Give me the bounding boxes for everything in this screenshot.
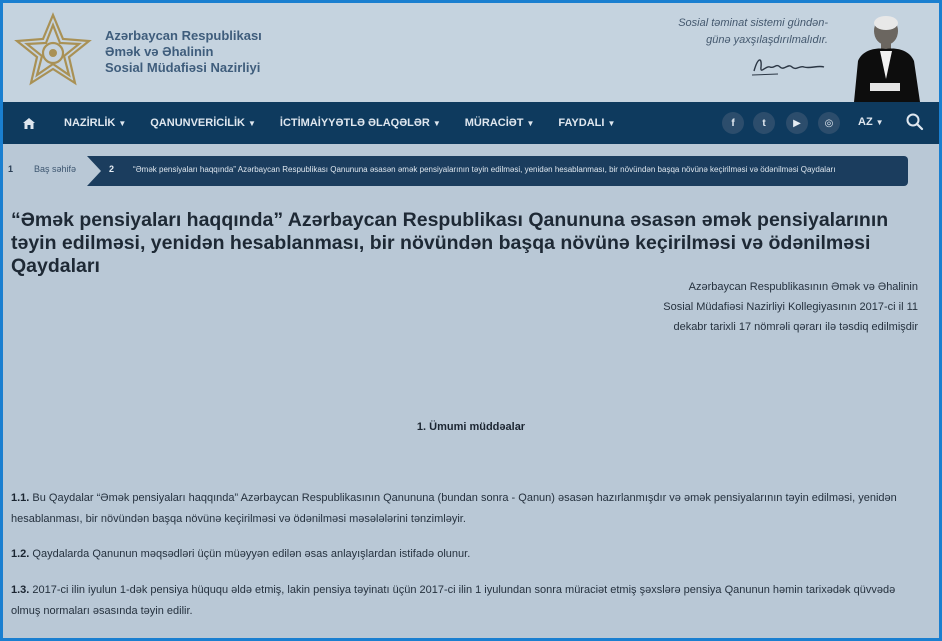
approval-line: dekabr tarixli 17 nömrəli qərarı ilə təsdiq edilmişdir	[673, 321, 918, 333]
paragraph	[11, 544, 926, 565]
home-icon[interactable]	[18, 118, 40, 129]
caret-down-icon: ▼	[432, 118, 441, 128]
approval-line: Sosial Müdafiəsi Nazirliyi Kollegiyasının 2017-ci il 11	[663, 301, 918, 313]
breadcrumb-step-number: 1	[8, 164, 14, 174]
ministry-logo-icon[interactable]	[13, 11, 93, 95]
paragraph-text: Bu Qaydalar “Əmək pensiyaları haqqında” Azərbaycan Respublikasının Qanununa (bundan sonra - Qanun) əsasən hazırlanmışdır və əmək pensiyalarının təyin edilməsi, yenidən hesablanması, bir növündən başqa növünə keçirilməsi və ödənilməsi məsələlərini tənzimləyir.	[11, 492, 897, 525]
youtube-icon[interactable]: ▶	[786, 112, 808, 134]
instagram-icon[interactable]: ◎	[818, 112, 840, 134]
paragraph	[11, 488, 926, 530]
breadcrumb	[3, 156, 908, 186]
breadcrumb-current-label: “Əmək pensiyaları haqqında” Azərbaycan Respublikası Qanununa əsasən əmək pensiyalarının təyin edilməsi, yenidən hesablanması, bir növündən başqa növünə keçirilməsi və ödənilməsi Qaydaları	[133, 165, 836, 174]
caret-down-icon: ▼	[526, 118, 535, 128]
signature-icon	[748, 53, 828, 79]
paragraph-number: 1.1.	[11, 492, 30, 504]
twitter-icon[interactable]: t	[753, 112, 775, 134]
page-title: “Əmək pensiyaları haqqında” Azərbaycan Respublikası Qanununa əsasən əmək pensiyalarının təyin edilməsi, yenidən hesablanması, bir növündən başqa növünə keçirilməsi və ödənilməsi Qaydaları	[11, 209, 889, 277]
breadcrumb-arrow-icon	[87, 156, 103, 186]
main-nav	[3, 102, 939, 144]
nav-item-appeal[interactable]	[465, 117, 535, 129]
ministry-name-line: Azərbaycan Respublikası	[105, 28, 262, 43]
nav-item-public-relations[interactable]	[280, 117, 441, 129]
paragraph	[11, 580, 926, 622]
nav-label: İCTİMAİYYƏTLƏ ƏLAQƏLƏR	[279, 117, 430, 129]
approval-note	[613, 277, 918, 337]
nav-item-ministry[interactable]	[64, 117, 126, 129]
paragraph-number: 1.3.	[11, 584, 30, 596]
caret-down-icon: ▼	[607, 118, 616, 128]
paragraph-text: Qaydalarda Qanunun məqsədləri üçün müəyyən edilən əsas anlayışlardan istifadə olunur.	[32, 548, 471, 560]
nav-label: FAYDALI	[558, 117, 605, 129]
nav-label: NAZİRLİK	[64, 117, 116, 129]
approval-line: Azərbaycan Respublikasının Əmək və Əhalinin	[688, 281, 918, 293]
section-heading: 1. Ümumi müddəalar	[416, 421, 526, 433]
breadcrumb-step-number: 2	[109, 164, 115, 174]
ministry-name[interactable]	[105, 28, 262, 76]
president-quote	[658, 15, 828, 49]
nav-item-useful[interactable]	[558, 117, 615, 129]
nav-item-legislation[interactable]	[150, 117, 256, 129]
language-label: AZ	[858, 116, 873, 128]
caret-down-icon: ▼	[247, 118, 256, 128]
ministry-name-line: Əmək və Əhalinin	[105, 44, 214, 59]
breadcrumb-current	[87, 156, 908, 186]
president-portrait	[846, 9, 924, 102]
facebook-icon[interactable]: f	[722, 112, 744, 134]
language-selector[interactable]	[858, 116, 884, 128]
paragraph-number: 1.2.	[11, 548, 30, 560]
nav-label: QANUNVERİCİLİK	[150, 117, 245, 129]
nav-label: MÜRACİƏT	[464, 117, 524, 129]
paragraph-text: 2017-ci ilin iyulun 1-dək pensiya hüququ əldə etmiş, lakin pensiya təyinatı üçün 2017-ci ilin 1 iyulundan sonra müraciət etmiş şəxslərə pensiya Qanunun həmin tarixədək qüvvədə olmuş normaları əsasında təyin edilir.	[11, 584, 896, 617]
breadcrumb-home-link[interactable]: Baş səhifə	[34, 164, 77, 174]
ministry-name-line: Sosial Müdafiəsi Nazirliyi	[105, 60, 261, 75]
caret-down-icon: ▼	[875, 118, 884, 127]
caret-down-icon: ▼	[118, 118, 127, 128]
quote-line: günə yaxşılaşdırılmalıdır.	[706, 34, 828, 46]
site-header	[3, 3, 939, 102]
quote-line: Sosial təminat sistemi gündən-	[678, 17, 828, 29]
page-frame	[3, 3, 939, 638]
search-icon[interactable]	[905, 112, 925, 132]
